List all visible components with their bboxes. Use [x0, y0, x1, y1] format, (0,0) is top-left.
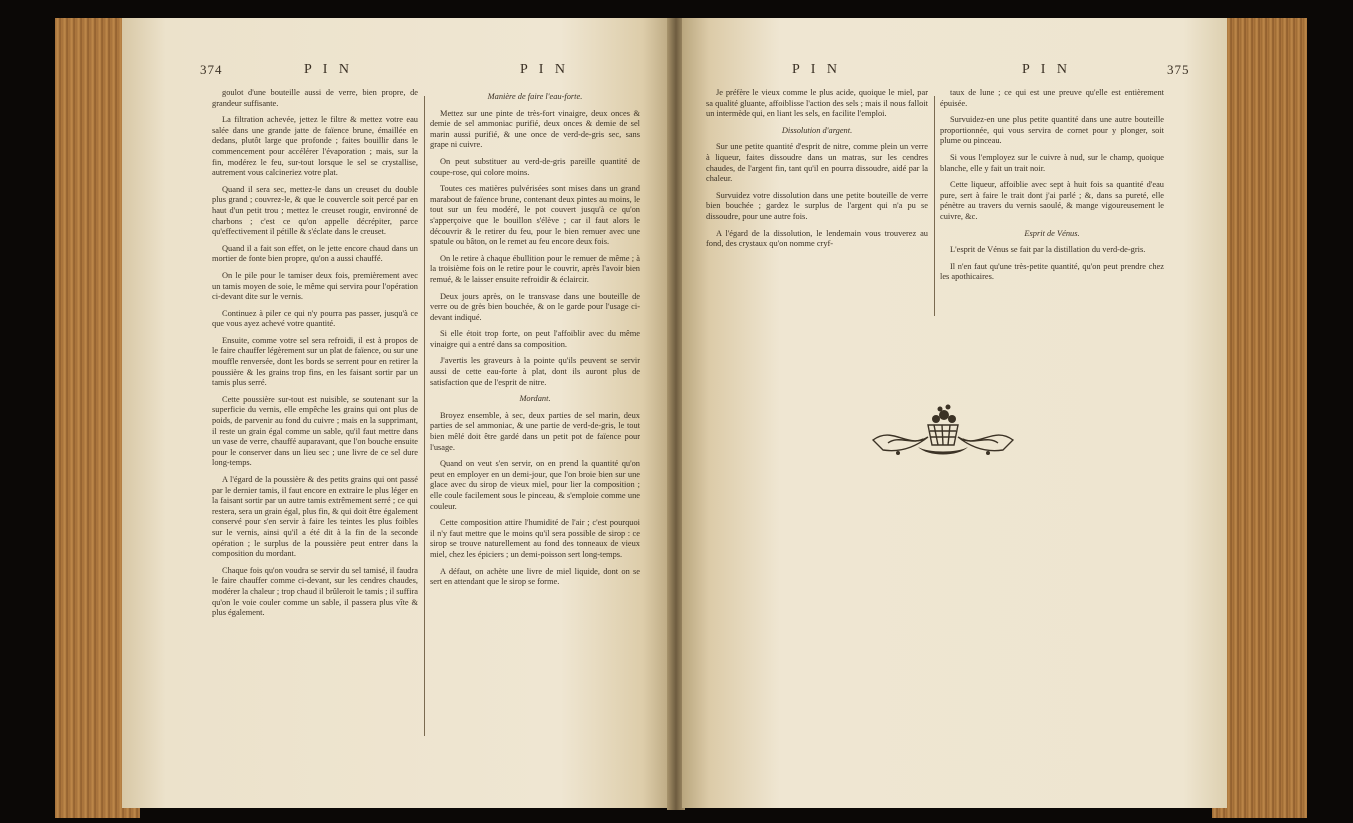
- left-col2-paragraph: Quand on veut s'en servir, on en prend la quantité qu'on peut en employer en un demi-jour, que l'on broie bien sur une glace avec du sirop de vieux miel, pour lier la composition ; elle coule facilement sous le pinceau, & s'emploie comme une couleur.: [430, 459, 640, 511]
- left-col2-paragraph: A défaut, on achète une livre de miel liquide, dont on se sert en attendant que le sirop se forme.: [430, 566, 640, 587]
- left-col2-paragraph: Broyez ensemble, à sec, deux parties de sel marin, deux parties de sel ammoniac, & une partie de verd-de-gris, le tout bien mêlé doit être gardé dans un petit pot de faïence pour l'usage.: [430, 410, 640, 452]
- right-col2-paragraph: L'esprit de Vénus se fait par la distillation du verd-de-gris.: [950, 245, 1146, 255]
- right-col1-paragraph: Survuidez votre dissolution dans une petite bouteille de verre bien bouchée ; gardez le surplus de l'argent qui n'a pu se dissoudre, pour une autre fois.: [706, 190, 928, 221]
- left-col2-paragraph: J'avertis les graveurs à la pointe qu'ils peuvent se servir aussi de cette eau-forte à plat, dont ils auront plus de satisfaction que de l'esprit de nitre.: [430, 356, 640, 387]
- page-number-left: 374: [200, 62, 223, 77]
- running-head-left-2: P I N: [520, 62, 570, 77]
- left-col1-paragraph: On le pile pour le tamiser deux fois, premièrement avec un tamis moyen de soie, le même qui servira pour l'opération ci-devant dite sur le vernis.: [212, 270, 418, 302]
- left-page-column-2: [430, 88, 640, 594]
- left-col1-paragraph: Chaque fois qu'on voudra se servir du sel tamisé, il faudra le faire chauffer comme ci-devant, sur les cendres chaudes, modérer la chaleur ; trop chaud il brûleroit le tamis ; il suffira qu'on le voie couler comme un sable, il passera plus vîte & plus également.: [212, 565, 418, 618]
- section-heading-mordant: Mordant.: [519, 394, 551, 404]
- running-head-left-1: P I N: [304, 62, 354, 77]
- left-col2-paragraph: On le retire à chaque ébullition pour le remuer de même ; à la troisième fois on le retire pour le couvrir, après l'avoir bien remué, & le laisser ensuite refroidir & éclaircir.: [430, 253, 640, 284]
- running-head-right-1: P I N: [792, 62, 842, 77]
- right-col2-paragraph: taux de lune ; ce qui est une preuve qu'elle est entièrement épuisée.: [940, 88, 1164, 108]
- column-rule-right: [934, 96, 935, 316]
- left-col2-paragraph: On peut substituer au verd-de-gris pareille quantité de coupe-rose, qui colore moins.: [430, 156, 640, 177]
- left-page-column-1: [212, 88, 418, 625]
- left-col2-paragraph: Cette composition attire l'humidité de l'air ; c'est pourquoi il n'y faut mettre que le moins qu'il sera possible de sirop : ce sirop se trouve naturellement au fond des tonneaux de vieux miel, chez les épiciers ; un demi-poisson sert long-temps.: [430, 518, 640, 559]
- column-rule-left: [424, 96, 425, 736]
- right-col1-paragraph: A l'égard de la dissolution, le lendemain vous trouverez au fond, des crystaux qu'on nomme cryf-: [706, 228, 928, 249]
- section-heading-dissolution: Dissolution d'argent.: [781, 125, 853, 135]
- left-col1-paragraph: Quand il sera sec, mettez-le dans un creuset du double plus grand ; couvrez-le, & que le couvercle soit percé par en haut d'un petit trou ; mettez le creuset rougir, environné de charbons ; c'est ce qu'on appelle décrépiter, parce qu'effectivement il pétille & s'éclate dans le creuset.: [212, 184, 418, 237]
- left-col1-paragraph: A l'égard de la poussière & des petits grains qui ont passé par le dernier tamis, il faut encore en extraire le plus léger en la faisant sortir par un autre tamis extrêmement serré ; ce qui restera, sera un grain égal, plus fin, & qui doit être également conservé pour s'en servir à faire les teintes les plus foibles sur le vernis, ainsi qu'il a été dit à la fin de la seconde opération ; le surplus de la poussière peut entrer dans la composition du mordant.: [212, 475, 418, 559]
- page-number-right: 375: [1167, 62, 1190, 77]
- left-col1-paragraph: Continuez à piler ce qui n'y pourra pas passer, jusqu'à ce que vous ayez achevé votre quantité.: [212, 308, 418, 329]
- left-col1-paragraph: Cette poussière sur-tout est nuisible, se soutenant sur la superficie du vernis, elle empêche les grains qui ont plus de poids, de parvenir au fond du cuivre ; mais en la supprimant, il reste un grain égal comme un sable, qu'il faut mettre dans un vase de verre, chauffé auparavant, que l'on bouche ensuite pour le conserver dans un lieu sec ; une livre de ce sel dure long-temps.: [212, 394, 418, 468]
- section-heading-eau-forte: Manière de faire l'eau-forte.: [487, 92, 583, 101]
- floral-basket-vignette-icon: [868, 395, 1018, 465]
- right-col1-paragraph: Je préfère le vieux comme le plus acide, quoique le miel, par sa qualité gluante, affoiblisse l'action des sels ; mais il nous falloit un intermède qui, en liant les sels, en facilite l'emploi.: [706, 88, 928, 119]
- right-col2-paragraph: Survuidez-en une plus petite quantité dans une autre bouteille proportionnée, qui vous servira de cornet pour y plonger, soit plume ou pinceau.: [940, 115, 1164, 146]
- right-col1-paragraph: Sur une petite quantité d'esprit de nitre, comme plein un verre à liqueur, faites dissoudre dans un matras, sur les cendres chaudes, de l'argent fin, tant qu'il en pourra dissoudre, aidé par la chaleur.: [706, 142, 928, 184]
- left-col1-paragraph: Ensuite, comme votre sel sera refroidi, il est à propos de le faire chauffer légèrement sur un plat de faïence, ou sur une mouffle renversée, dont les bords se serrent pour en retirer la poussière & les grains trop fins, en les faisant sortir par un tamis plus serré.: [212, 335, 418, 388]
- section-heading-esprit-venus: Esprit de Vénus.: [1024, 228, 1080, 238]
- left-col2-paragraph: Deux jours après, on le transvase dans une bouteille de verre ou de grès bien bouchée, & on le garde pour l'usage ci-devant indiqué.: [430, 291, 640, 322]
- left-col1-paragraph: goulot d'une bouteille aussi de verre, bien propre, de grandeur suffisante.: [212, 88, 418, 108]
- running-head-right-2: P I N: [1022, 62, 1072, 77]
- left-page: [122, 18, 670, 808]
- right-col2-paragraph: Si vous l'employez sur le cuivre à nud, sur le champ, quoique blanche, elle y fait un trait noir.: [940, 152, 1164, 173]
- left-col1-paragraph: La filtration achevée, jettez le filtre & mettez votre eau salée dans une grande jatte de faïence brune, émaillée en dedans, plutôt large que profonde ; faites bouillir dans le commencement pour accélérer l'évaporation ; mais, sur la fin, modérez le feu, sur-tout lorsque le sel se crystallise, autrement vous calcineriez votre plat.: [212, 115, 418, 178]
- left-col1-paragraph: Quand il a fait son effet, on le jette encore chaud dans un mortier de fonte bien propre, qu'on a aussi chauffé.: [212, 243, 418, 264]
- left-col2-paragraph: Mettez sur une pinte de très-fort vinaigre, deux onces & demie de sel ammoniac purifié, deux onces & demie de sel marin aussi purifié, & une once de verd-de-gris sec, sans grape ni cuivre.: [430, 108, 640, 150]
- left-col2-paragraph: Toutes ces matières pulvérisées sont mises dans un grand marabout de faïence brune, contenant deux pintes au moins, le tout sur un feu modéré, le pot couvert jusqu'à ce qu'on s'apperçoive que le bouillon s'élève ; car il faut alors le découvrir & le retirer du feu, pour le bien remuer avec une spatule ou bâton, on le remet au feu encore deux fois.: [430, 184, 640, 247]
- right-col2-paragraph: Il n'en faut qu'une très-petite quantité, qu'on peut prendre chez les apothicaires.: [940, 261, 1164, 282]
- right-page-column-2: [940, 88, 1164, 289]
- right-page-column-1: [706, 88, 928, 256]
- right-col2-paragraph: Cette liqueur, affoiblie avec sept à huit fois sa quantité d'eau pure, sert à faire le trait dont j'ai parlé ; &, dans sa pureté, elle pénètre au travers du vernis saoulé, & mange vigoureusement le cuivre, &c.: [940, 180, 1164, 221]
- left-col2-paragraph: Si elle étoit trop forte, on peut l'affoiblir avec du même vinaigre qui a entré dans sa composition.: [430, 329, 640, 349]
